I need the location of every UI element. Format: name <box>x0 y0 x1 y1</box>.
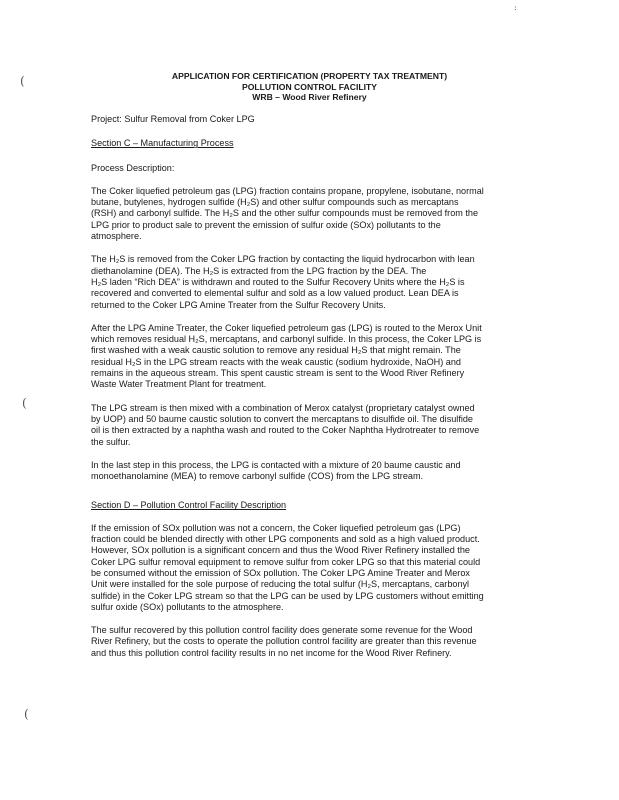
text-line: In the last step in this process, the LPG is contacted with a mixture of 20 baume caustic and <box>91 459 461 470</box>
text-line: which removes residual H₂S, mercaptans, and carbonyl sulfide. In this process, the Coker LPG is <box>91 334 482 345</box>
paragraph-sox-concern <box>91 523 529 613</box>
text-line: diethanolamine (DEA). The H₂S is extracted from the LPG fraction by the DEA. The <box>91 265 427 276</box>
text-line: residual H₂S in the LPG stream reacts with the weak caustic (sodium hydroxide, NaOH) and <box>91 356 461 367</box>
paragraph-lpg-composition <box>91 186 529 242</box>
scan-mark-top-right: : <box>514 3 517 12</box>
text-line: Coker LPG sulfur removal equipment to remove sulfur from coker LPG so that this material could <box>91 556 481 567</box>
text-line: monoethanolamine (MEA) to remove carbonyl sulfide (COS) from the LPG stream. <box>91 471 424 482</box>
section-c-heading: Section C – Manufacturing Process <box>91 138 234 149</box>
text-line: and thus this pollution control facility results in no net income for the Wood River Refinery. <box>91 647 452 658</box>
header-title: APPLICATION FOR CERTIFICATION (PROPERTY TAX TREATMENT) <box>171 71 448 81</box>
text-line: remains in the aqueous stream. This spent caustic stream is sent to the Wood River Refinery <box>91 368 465 379</box>
text-line: recovered and converted to elemental sulfur and sold as a low valued product. Lean DEA is <box>91 288 459 299</box>
text-line: Waste Water Treatment Plant for treatment. <box>91 379 267 390</box>
text-line: However, SOx pollution is a significant concern and thus the Wood River Refinery installed the <box>91 545 470 556</box>
text-line: LPG prior to product sale to prevent the emission of sulfur oxide (SOx) pollutants to the <box>91 219 441 230</box>
text-line: The H₂S is removed from the Coker LPG fraction by contacting the liquid hydrocarbon with lean <box>91 254 475 265</box>
text-line: returned to the Coker LPG Amine Treater from the Sulfur Recovery Units. <box>91 299 386 310</box>
text-line: sulfide) in the Coker LPG stream so that the LPG can be used by LPG customers without emitting <box>91 590 484 601</box>
text-line: The LPG stream is then mixed with a combination of Merox catalyst (proprietary catalyst owned <box>91 402 475 413</box>
text-line: River Refinery, but the costs to operate the pollution control facility are greater than this revenue <box>91 636 477 647</box>
header-subtitle: POLLUTION CONTROL FACILITY <box>242 81 377 92</box>
hole-punch-mark-bottom: ( <box>24 707 29 721</box>
text-line: by UOP) and 50 baume caustic solution to convert the mercaptans to disulfide oil. The disulfide <box>91 413 473 424</box>
document-body <box>91 114 529 659</box>
header-facility: WRB – Wood River Refinery <box>252 92 367 102</box>
hole-punch-mark-middle: ( <box>22 396 27 410</box>
text-line: oil is then extracted by a naphtha wash and routed to the Coker Naphtha Hydrotreater to remove <box>91 425 480 436</box>
paragraph-merox-catalyst <box>91 403 529 448</box>
text-line: H₂S laden “Rich DEA” is withdrawn and routed to the Sulfur Recovery Units where the H₂S is <box>91 276 465 287</box>
text-line: After the LPG Amine Treater, the Coker liquefied petroleum gas (LPG) is routed to the Merox Unit <box>91 322 482 333</box>
text-line: Unit were installed for the sole purpose of reducing the total sulfur (H₂S, mercaptans, carbonyl <box>91 579 470 590</box>
document-header <box>0 71 619 103</box>
text-line: If the emission of SOx pollution was not a concern, the Coker liquefied petroleum gas (LPG) <box>91 522 461 533</box>
paragraph-merox-unit <box>91 323 529 391</box>
text-line: (RSH) and carbonyl sulfide. The H₂S and the other sulfur compounds must be removed from the <box>91 208 479 219</box>
paragraph-h2s-removal <box>91 254 529 310</box>
hole-punch-mark-top: ( <box>20 74 25 88</box>
text-line: The sulfur recovered by this pollution control facility does generate some revenue for the Wood <box>91 625 473 636</box>
text-line: sulfur oxide (SOx) pollutants to the atmosphere. <box>91 601 284 612</box>
text-line: atmosphere. <box>91 231 142 242</box>
text-line: be consumed without the emission of SOx pollution. The Coker LPG Amine Treater and Merox <box>91 567 470 578</box>
text-line: fraction could be blended directly with other LPG components and sold as a high valued product. <box>91 534 480 545</box>
project-line: Project: Sulfur Removal from Coker LPG <box>91 114 255 124</box>
paragraph-cos-removal <box>91 460 529 483</box>
process-description-label: Process Description: <box>91 162 175 173</box>
text-line: The Coker liquefied petroleum gas (LPG) fraction contains propane, propylene, isobutane, normal <box>91 185 484 196</box>
text-line: butane, butylenes, hydrogen sulfide (H₂S) and other sulfur compounds such as mercaptans <box>91 197 459 208</box>
text-line: the sulfur. <box>91 436 131 447</box>
text-line: first washed with a weak caustic solution to remove any residual H₂S that might remain. The <box>91 345 461 356</box>
section-d-heading: Section D – Pollution Control Facility Description <box>91 500 287 511</box>
paragraph-revenue <box>91 625 529 659</box>
